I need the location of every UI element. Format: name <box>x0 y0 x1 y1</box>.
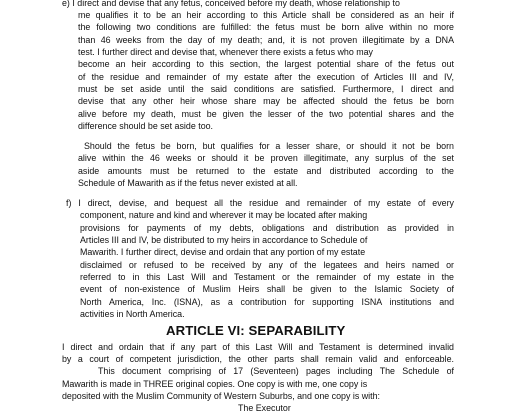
clause-e-cont-line: Schedule of Mawarith as if the fetus never existed at all. <box>78 178 298 188</box>
clause-e-line: devise that any other heir whose share may be affected should the fetus be born <box>78 96 454 106</box>
clause-f-line: referred to in this Last Will and Testament or the remainder of my estate in the <box>80 272 454 282</box>
article-body-line: The Executor <box>238 403 291 413</box>
clause-e-line: become an heir according to this section, the largest potential share of the fetus out <box>78 59 454 69</box>
clause-f-line: activities in North America. <box>80 309 185 319</box>
clause-f-line: provisions for payments of my debts, obligations and distribution as provided in <box>80 223 454 233</box>
clause-e-line: of the residue and remainder of my estate after the execution of Articles III and IV, <box>78 72 454 82</box>
clause-f-line: component, nature and kind and wherever it may be located after making <box>80 210 368 220</box>
clause-e-line: the following two conditions are fulfilled: the fetus must be born alive within no more <box>78 22 454 32</box>
article-heading: ARTICLE VI: SEPARABILITY <box>166 323 346 338</box>
article-body-line: deposited with the Muslim Community of Western Suburbs, and one copy is with: <box>62 391 381 401</box>
article-body-line: by a court of competent jurisdiction, the other parts shall remain valid and enforceable. <box>62 354 454 364</box>
clause-f-line: f) I direct, devise, and bequest all the residue and remainder of my estate of every <box>66 198 454 208</box>
clause-e-line: me qualifies it to be an heir according to this Article shall be considered as an heir if <box>78 10 454 20</box>
clause-f-line: event of non-existence of Muslim Heirs shall be given to the Islamic Society of <box>80 284 454 294</box>
clause-f-line: Mawarith. I further direct, devise and ordain that any portion of my estate <box>80 247 366 257</box>
clause-e-cont-line: aside amounts must be returned to the estate and distributed according to the <box>78 166 454 176</box>
clause-f-line: Articles III and IV, be distributed to my heirs in accordance to Schedule of <box>80 235 368 245</box>
article-body-line: This document comprising of 17 (Seventeen) pages including The Schedule of <box>98 366 454 376</box>
clause-f-line: disclaimed or refused to be received by any of the legatees and heirs named or <box>80 260 454 270</box>
clause-e-line: must be set aside until the said conditions are satisfied. Furthermore, I direct and <box>78 84 454 94</box>
article-body-line: Mawarith is made in THREE original copies. One copy is with me, one copy is <box>62 379 368 389</box>
clause-e-line: e) I direct and devise that any fetus, conceived before my death, whose relationship to <box>62 0 400 8</box>
clause-e-line: difference should be set aside too. <box>78 121 214 131</box>
clause-e-cont-line: alive within the 46 weeks or should it be proven illegitimate, any surplus of the set <box>78 153 454 163</box>
clause-f-line: North America, Inc. (ISNA), as a contribution for supporting ISNA institutions and <box>80 297 454 307</box>
clause-e-line: test. I further direct and devise that, whenever there exists a fetus who may <box>78 47 373 57</box>
clause-e-line: than 46 weeks from the day of my death; and, it is not proven illegitimate by a DNA <box>78 35 454 45</box>
article-body-line: I direct and ordain that if any part of this Last Will and Testament is determined invalid <box>62 342 454 352</box>
clause-e-cont-line: Should the fetus be born, but qualifies for a lesser share, or should it not be born <box>84 141 454 151</box>
clause-e-line: alive before my death, must be given the lesser of the two potential shares and the <box>78 109 454 119</box>
